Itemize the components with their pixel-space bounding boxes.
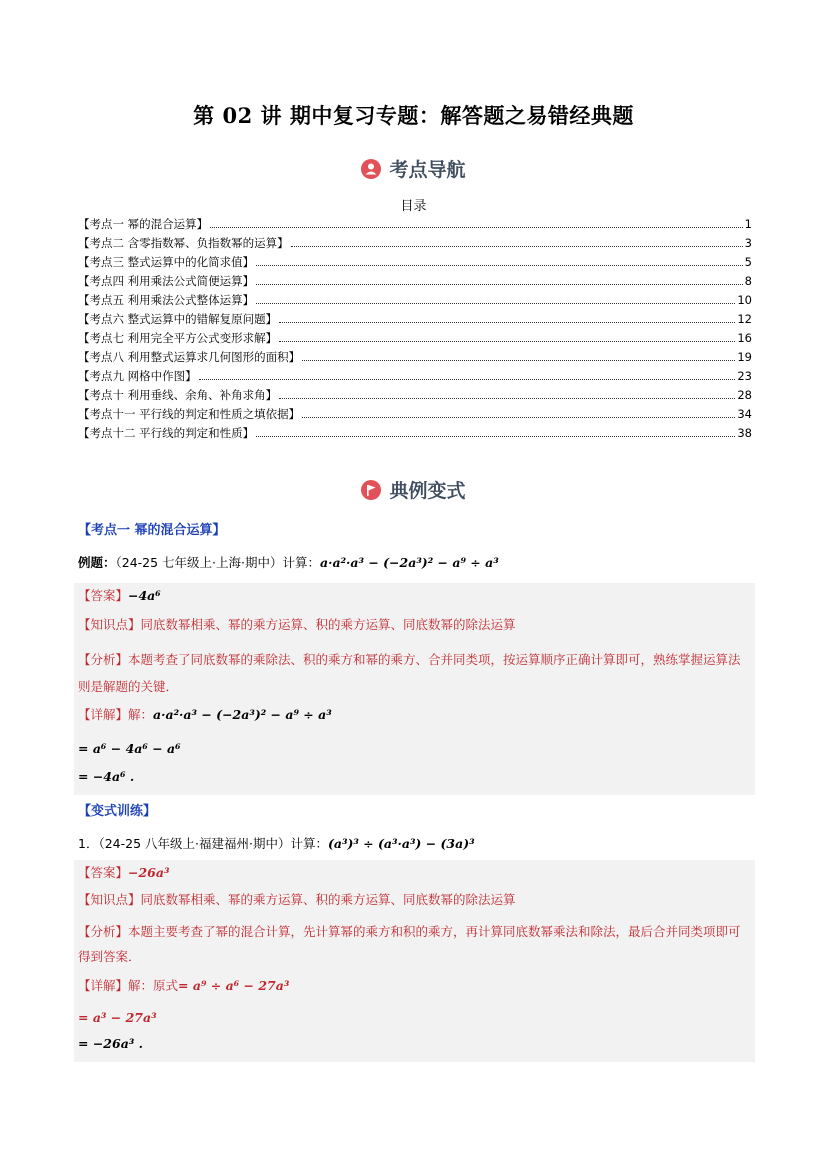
analysis-text: 本题考查了同底数幂的乘除法、积的乘方和幂的乘方、合并同类项，按运算顺序正确计算即可，熟练掌握运算法则是解题的关键． (78, 652, 741, 694)
toc-item-page: 10 (737, 293, 752, 307)
toc-item-label: 【考点七 利用完全平方公式变形求解】 (78, 331, 278, 345)
nav-heading (0, 155, 827, 182)
toc-leader-dots (279, 322, 735, 323)
detail-tag: 【详解】 (78, 978, 129, 993)
toc-item-label: 【考点十一 平行线的判定和性质之填依据】 (78, 407, 301, 421)
variant-answer (78, 865, 169, 881)
toc-leader-dots (210, 227, 743, 228)
toc-item-label: 【考点一 幂的混合运算】 (78, 217, 209, 231)
toc-item[interactable] (78, 387, 752, 406)
variant-lead: 1．（24-25 八年级上·福建福州·期中）计算： (78, 836, 328, 851)
example-step-1: = a⁶ − 4a⁶ − a⁶ (78, 741, 181, 756)
example-detail (78, 707, 332, 723)
toc-item-label: 【考点四 利用乘法公式简便运算】 (78, 274, 255, 288)
toc-item-label: 【考点十二 平行线的判定和性质】 (78, 426, 255, 440)
example-analysis (78, 646, 750, 700)
toc-item[interactable] (78, 425, 752, 444)
answer-tag: 【答案】 (78, 588, 129, 603)
toc-item-page: 23 (737, 369, 752, 383)
toc-item[interactable] (78, 311, 752, 330)
examples-heading (0, 476, 827, 503)
toc-item-page: 1 (744, 217, 752, 231)
toc-item[interactable] (78, 235, 752, 254)
example-answer (78, 588, 161, 604)
flag-icon (361, 480, 381, 500)
toc-item[interactable] (78, 349, 752, 368)
toc-leader-dots (279, 341, 735, 342)
detail-expression: = a⁹ ÷ a⁶ − 27a³ (178, 978, 290, 993)
analysis-text: 本题主要考查了幂的混合计算，先计算幂的乘方和积的乘方，再计算同底数幂乘法和除法，最后合并同类项即可得到答案． (78, 924, 741, 964)
toc-item-page: 19 (737, 350, 752, 364)
variant-expression: (a³)³ ÷ (a³·a³) − (3a)³ (327, 836, 475, 851)
toc-leader-dots (199, 379, 736, 380)
user-icon (361, 159, 381, 179)
variant-solution-box (74, 860, 755, 1062)
knowledge-text: 同底数幂相乘、幂的乘方运算、积的乘方运算、同底数幂的除法运算 (140, 617, 516, 632)
detail-lead: 解： (128, 707, 154, 722)
example-question (78, 553, 499, 571)
toc-leader-dots (291, 246, 743, 247)
toc-leader-dots (256, 303, 735, 304)
table-of-contents (78, 216, 752, 444)
variant-question (78, 834, 475, 852)
example-solution-box (74, 583, 755, 795)
analysis-tag: 【分析】 (78, 924, 129, 939)
toc-item[interactable] (78, 273, 752, 292)
variant-step-2: = −26a³ . (78, 1036, 143, 1051)
toc-item-page: 3 (744, 236, 752, 250)
example-lead: 例题： (78, 555, 116, 570)
toc-item-label: 【考点五 利用乘法公式整体运算】 (78, 293, 255, 307)
knowledge-tag: 【知识点】 (78, 892, 141, 907)
toc-item[interactable] (78, 292, 752, 311)
example-step-2: = −4a⁶ . (78, 769, 135, 784)
toc-leader-dots (256, 284, 743, 285)
answer-value: −26a³ (128, 865, 170, 880)
analysis-tag: 【分析】 (78, 652, 129, 667)
example-source: （24-25 七年级上·上海·期中）计算： (115, 555, 321, 570)
variant-detail (78, 978, 289, 994)
toc-item[interactable] (78, 406, 752, 425)
detail-expression: a·a²·a³ − (−2a³)² − a⁹ ÷ a³ (153, 707, 332, 722)
knowledge-text: 同底数幂相乘、幂的乘方运算、积的乘方运算、同底数幂的除法运算 (140, 892, 516, 907)
page-title: 第 02 讲 期中复习专题：解答题之易错经典题 (193, 103, 634, 128)
answer-value: −4a⁶ (128, 588, 161, 603)
toc-item-page: 5 (744, 255, 752, 269)
detail-tag: 【详解】 (78, 707, 129, 722)
toc-item[interactable] (78, 330, 752, 349)
toc-item-page: 16 (737, 331, 752, 345)
variant-step-1: = a³ − 27a³ (78, 1010, 157, 1025)
toc-item-label: 【考点六 整式运算中的错解复原问题】 (78, 312, 278, 326)
toc-item-page: 34 (737, 407, 752, 421)
answer-tag: 【答案】 (78, 865, 129, 880)
toc-item[interactable] (78, 216, 752, 235)
toc-item-page: 12 (737, 312, 752, 326)
toc-leader-dots (302, 360, 735, 361)
toc-leader-dots (256, 436, 735, 437)
toc-leader-dots (302, 417, 735, 418)
kp1-title: 【考点一 幂的混合运算】 (78, 523, 226, 538)
toc-item-page: 38 (737, 426, 752, 440)
toc-item-label: 【考点三 整式运算中的化简求值】 (78, 255, 255, 269)
toc-item-label: 【考点八 利用整式运算求几何图形的面积】 (78, 350, 301, 364)
toc-leader-dots (256, 265, 743, 266)
toc-item-label: 【考点二 含零指数幂、负指数幂的运算】 (78, 236, 289, 250)
variant-knowledge (78, 892, 516, 908)
detail-lead: 解：原式 (128, 978, 179, 993)
knowledge-tag: 【知识点】 (78, 617, 141, 632)
toc-item[interactable] (78, 368, 752, 387)
toc-item-label: 【考点九 网格中作图】 (78, 369, 197, 383)
toc-item-label: 【考点十 利用垂线、余角、补角求角】 (78, 388, 278, 402)
example-knowledge (78, 617, 516, 633)
variant-heading: 【变式训练】 (78, 804, 157, 819)
variant-analysis (78, 919, 750, 969)
toc-leader-dots (279, 398, 735, 399)
toc-item-page: 28 (737, 388, 752, 402)
nav-heading-label: 考点导航 (389, 159, 466, 181)
toc-item-page: 8 (744, 274, 752, 288)
example-expression: a·a²·a³ − (−2a³)² − a⁹ ÷ a³ (320, 555, 499, 570)
toc-caption: 目录 (400, 199, 427, 214)
examples-heading-label: 典例变式 (389, 480, 466, 502)
toc-item[interactable] (78, 254, 752, 273)
